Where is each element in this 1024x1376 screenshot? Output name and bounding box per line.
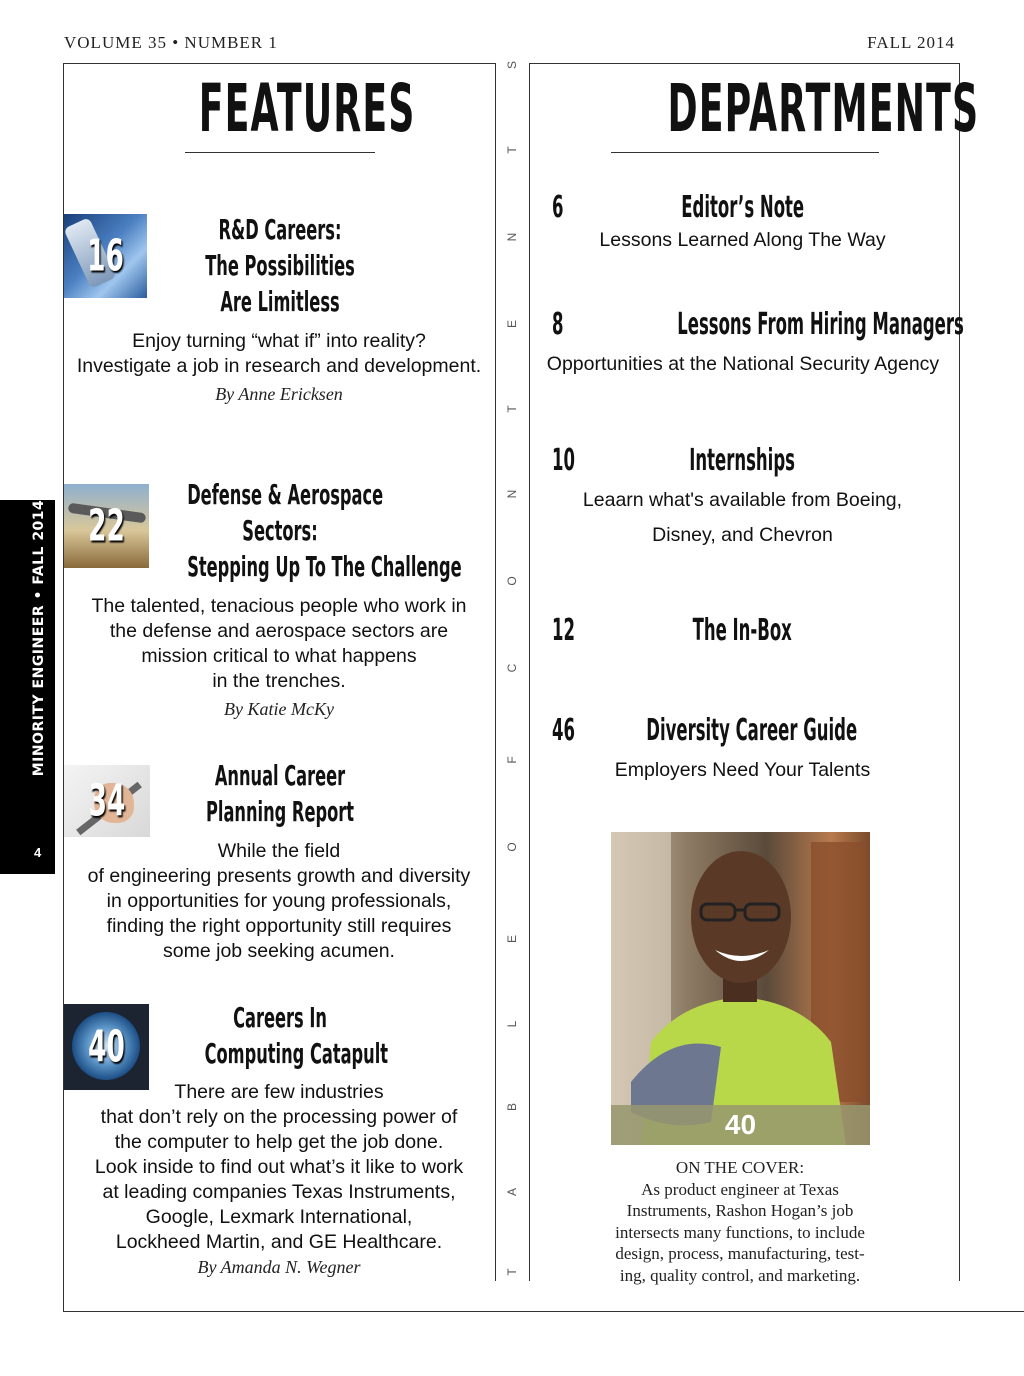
features-heading: FEATURES [198,70,416,147]
feature-title[interactable]: Careers In Computing Catapult [204,1001,389,1070]
spine-letter: F [505,756,519,764]
feature-page-number: 40 [88,1021,125,1073]
cover-photo[interactable] [611,832,870,1145]
sidebar-publication: MINORITY ENGINEER • FALL 2014 [31,499,47,777]
departments-frame-top [529,63,960,64]
department-page-number: 46 [552,713,575,748]
feature-title[interactable]: R&D Careers: The Possibilities Are Limitless [205,213,355,318]
spine-letter: E [505,320,519,329]
cover-person-illustration [611,832,870,1145]
department-title[interactable]: Diversity Career Guide [646,713,858,748]
spine-letter: L [505,1020,519,1028]
cover-caption: ON THE COVER: As product engineer at Texas Instruments, Rashon Hogan’s job intersects many functions, to include design, process, manufacturing, test- ing, quality control, and marketing. [615,1158,865,1285]
department-description: Lessons Learned Along The Way [599,229,886,251]
department-title[interactable]: Lessons From Hiring Managers [677,307,964,342]
spine-letter: S [505,61,519,70]
department-title[interactable]: Editor’s Note [681,190,804,225]
volume-number: VOLUME 35 • NUMBER 1 [64,33,278,52]
department-description: Opportunities at the National Security Agency [546,353,940,375]
departments-frame-left [529,63,530,1281]
feature-thumbnail-computing[interactable] [64,1004,149,1090]
feature-description: The talented, tenacious people who work in the defense and aerospace sectors are mission critical to what happens in the trenches. [91,595,467,692]
departments-frame-right [959,63,960,1281]
feature-title[interactable]: Defense & Aerospace Sectors: Stepping Up To The Challenge [187,478,462,583]
page-number: 4 [34,845,42,860]
features-frame-top [63,63,496,64]
spine-letter: O [505,842,519,852]
spine-letter: B [505,1103,519,1112]
feature-description: While the field of engineering presents growth and diversity in opportunities for young professionals, finding the right opportunity still requires some job seeking acumen. [87,840,471,962]
department-page-number: 12 [552,613,575,648]
spine-letter: T [505,1268,519,1276]
department-title[interactable]: The In-Box [692,613,793,648]
spine-letter: T [505,405,519,413]
frame-bottom [63,1311,1024,1312]
cover-page-number: 40 [611,1105,870,1145]
spine-letter: N [505,232,519,242]
departments-underline [611,152,879,153]
department-page-number: 6 [552,190,564,225]
spine-letter: A [505,1188,519,1197]
spine-letter: N [505,489,519,499]
feature-page-number: 22 [88,500,125,552]
feature-description: There are few industries that don’t rely on the processing power of the computer to help get the job done. Look inside to find out what’s it like to work at leading companies Texas Instruments, Google, Lexmark International, Lockheed Martin, and GE Healthcare. [94,1081,464,1253]
spine-letter: O [505,576,519,586]
departments-heading: DEPARTMENTS [667,70,980,147]
feature-thumbnail-career-planning[interactable] [64,765,150,837]
feature-byline: By Katie McKy [224,699,334,719]
features-frame-right [495,63,496,1281]
department-page-number: 10 [552,443,575,478]
feature-page-number: 16 [87,230,124,282]
department-title[interactable]: Internships [689,443,796,478]
department-page-number: 8 [552,307,564,342]
spine-letter: T [505,146,519,154]
spine-letter: E [505,935,519,944]
spine-letter: C [505,663,519,673]
feature-title[interactable]: Annual Career Planning Report [205,759,355,828]
feature-byline: By Anne Ericksen [215,384,343,404]
department-description: Leaarn what's available from Boeing, Disney, and Chevron [582,489,903,546]
department-description: Employers Need Your Talents [614,759,871,781]
feature-description: Enjoy turning “what if” into reality? Investigate a job in research and development. [76,330,482,377]
feature-byline: By Amanda N. Wegner [197,1257,361,1277]
features-underline [185,152,375,153]
feature-thumbnail-rd[interactable] [64,214,147,298]
feature-page-number: 34 [88,775,126,827]
issue-date: FALL 2014 [867,33,955,52]
